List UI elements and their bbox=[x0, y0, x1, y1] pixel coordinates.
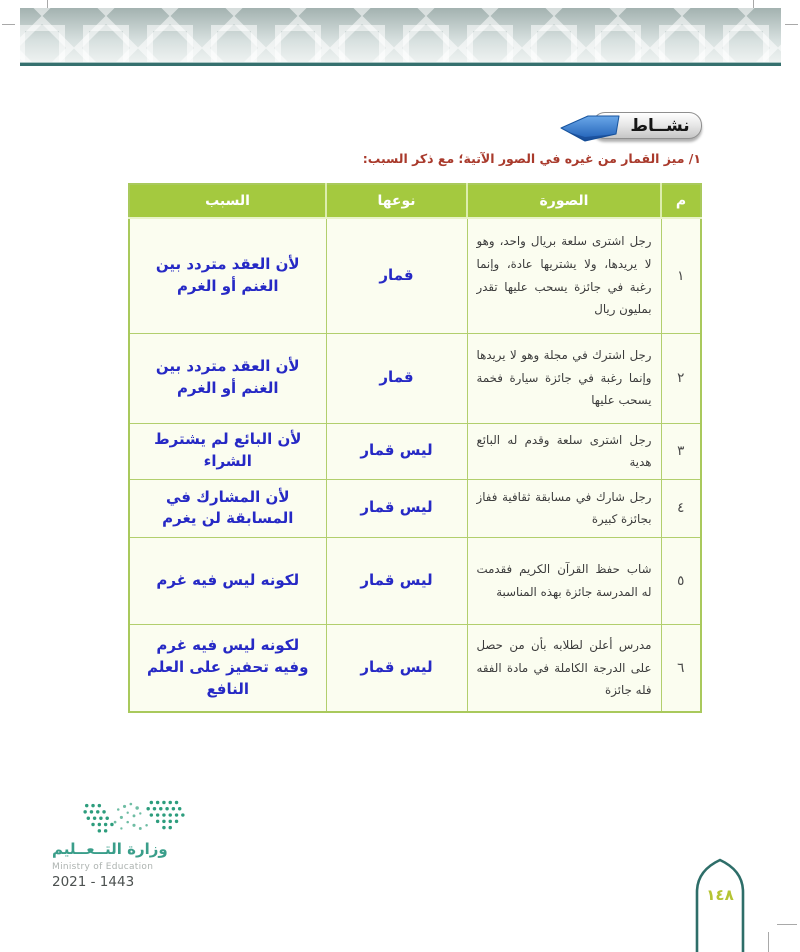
reason-cell: لأن العقد متردد بين الغنم أو الغرم bbox=[129, 218, 326, 333]
reason-cell: لأن البائع لم يشترط الشراء bbox=[129, 423, 326, 479]
table-row bbox=[129, 423, 701, 479]
ministry-name-arabic: وزارة التــعــليم bbox=[52, 840, 168, 858]
header-num: م bbox=[661, 184, 701, 218]
kind-cell: ليس قمار bbox=[326, 624, 467, 712]
kind-cell: ليس قمار bbox=[326, 479, 467, 537]
activity-table-wrap bbox=[128, 183, 700, 713]
picture-cell: رجل شارك في مسابقة ثقافية ففاز بجائزة كبيرة bbox=[467, 479, 661, 537]
picture-cell: رجل اشترك في مجلة وهو لا يريدها وإنما رغبة في جائزة سيارة فخمة يسحب عليها bbox=[467, 333, 661, 423]
crop-mark bbox=[777, 924, 797, 925]
activity-table bbox=[128, 183, 702, 713]
geometric-star-pattern bbox=[20, 8, 781, 62]
row-number-cell: ١ bbox=[661, 218, 701, 333]
reason-cell: لكونه ليس فيه غرم وفيه تحفيز على العلم النافع bbox=[129, 624, 326, 712]
kind-cell: ليس قمار bbox=[326, 537, 467, 624]
ministry-logo bbox=[46, 792, 236, 904]
crop-mark bbox=[768, 932, 769, 952]
activity-label: نشــاط bbox=[630, 115, 690, 136]
table-row bbox=[129, 218, 701, 333]
picture-cell: رجل اشترى سلعة بريال واحد، وهو لا يريدها، ولا يشتريها عادة، وإنما رغبة في جائزة يسحب عليها تقدر بمليون ريال bbox=[467, 218, 661, 333]
row-number-cell: ٢ bbox=[661, 333, 701, 423]
kind-cell: قمار bbox=[326, 333, 467, 423]
header-reason: السبب bbox=[129, 184, 326, 218]
ministry-name-english: Ministry of Education bbox=[52, 862, 154, 872]
kind-cell: قمار bbox=[326, 218, 467, 333]
row-number-cell: ٥ bbox=[661, 537, 701, 624]
activity-instruction: ١/ ميز القمار من غيره في الصور الآتية؛ مع ذكر السبب: bbox=[362, 151, 701, 166]
table-row bbox=[129, 333, 701, 423]
row-number-cell: ٦ bbox=[661, 624, 701, 712]
reason-cell: لأن العقد متردد بين الغنم أو الغرم bbox=[129, 333, 326, 423]
picture-cell: رجل اشترى سلعة وقدم له البائع هدية bbox=[467, 423, 661, 479]
table-row bbox=[129, 537, 701, 624]
reason-cell: لكونه ليس فيه غرم bbox=[129, 537, 326, 624]
decorative-header-band bbox=[20, 8, 781, 62]
page-number-dome bbox=[692, 856, 750, 952]
row-number-cell: ٣ bbox=[661, 423, 701, 479]
edition-years: 2021 - 1443 bbox=[52, 874, 135, 890]
row-number-cell: ٤ bbox=[661, 479, 701, 537]
picture-cell: شاب حفظ القرآن الكريم فقدمت له المدرسة جائزة بهذه المناسبة bbox=[467, 537, 661, 624]
reason-cell: لأن المشارك في المسابقة لن يغرم bbox=[129, 479, 326, 537]
band-divider-line bbox=[20, 62, 781, 66]
table-header-row bbox=[129, 184, 701, 218]
activity-tag bbox=[558, 109, 704, 147]
table-row bbox=[129, 624, 701, 712]
ministry-logo-dots-icon bbox=[82, 796, 186, 842]
picture-cell: مدرس أعلن لطلابه بأن من حصل على الدرجة الكاملة في مادة الفقه فله جائزة bbox=[467, 624, 661, 712]
dome-shape-icon bbox=[692, 856, 748, 952]
header-kind: نوعها bbox=[326, 184, 467, 218]
crop-mark bbox=[785, 24, 798, 25]
page-number: ١٤٨ bbox=[706, 886, 734, 904]
crop-mark bbox=[2, 24, 15, 25]
kind-cell: ليس قمار bbox=[326, 423, 467, 479]
table-row bbox=[129, 479, 701, 537]
header-picture: الصورة bbox=[467, 184, 661, 218]
activity-arrow-icon bbox=[558, 113, 622, 144]
